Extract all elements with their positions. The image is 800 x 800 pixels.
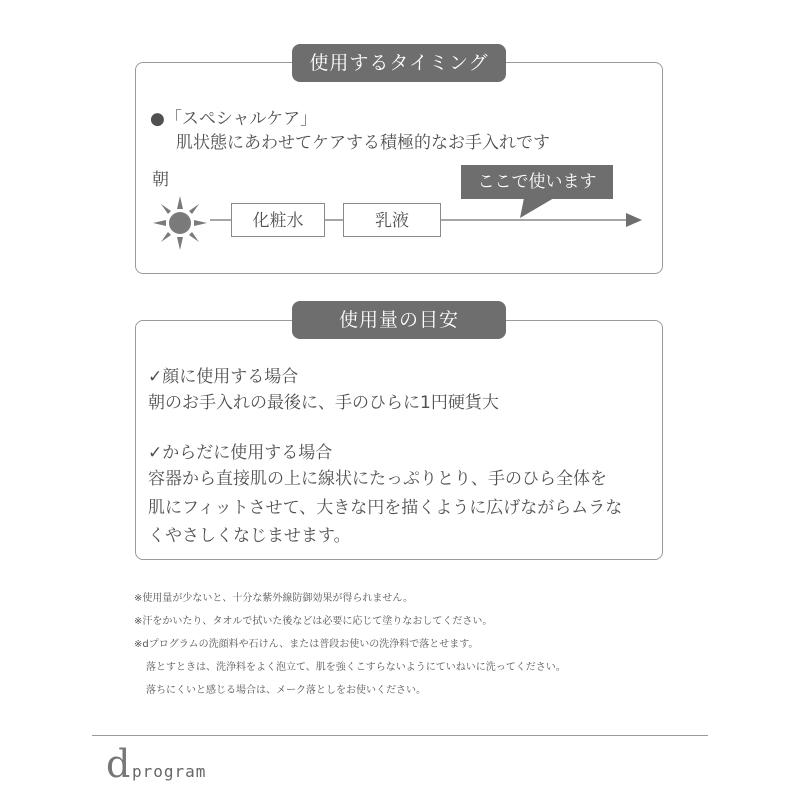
body-text-line-3: くやさしくなじませます。 <box>148 526 351 546</box>
note-1: ※使用量が少ないと、十分な紫外線防御効果が得られません。 <box>134 593 413 604</box>
body-text-line-2: 肌にフィットさせて、大きな円を描くように広げながらムラな <box>148 498 623 518</box>
step-lotion: 化粧水 <box>231 203 325 237</box>
amount-title: 使用量の目安 <box>292 301 506 339</box>
face-text: 朝のお手入れの最後に、手のひらに1円硬貨大 <box>148 393 499 413</box>
use-here-callout: ここで使います <box>461 165 613 199</box>
morning-label: 朝 <box>152 170 169 190</box>
note-4: 落ちにくいと感じる場合は、メーク落としをお使いください。 <box>146 685 426 696</box>
step-emulsion: 乳液 <box>343 203 441 237</box>
logo-word: program <box>132 762 207 781</box>
body-text-line-1: 容器から直接肌の上に線状にたっぷりとり、手のひら全体を <box>148 469 607 489</box>
note-3-continued: 落とすときは、洗浄料をよく泡立て、肌を強くこすらないようにていねいに洗ってください。 <box>146 662 566 673</box>
special-care-heading: ●「スペシャルケア」 <box>150 109 318 129</box>
special-care-description: 肌状態にあわせてケアする積極的なお手入れです <box>176 133 550 153</box>
footer-divider <box>92 735 708 736</box>
callout-pointer <box>518 198 558 220</box>
logo-letter-d: d <box>106 742 131 786</box>
timing-title: 使用するタイミング <box>292 44 506 82</box>
body-heading: ✓からだに使用する場合 <box>148 443 333 463</box>
face-heading: ✓顔に使用する場合 <box>148 367 299 387</box>
note-2: ※汗をかいたり、タオルで拭いた後などは必要に応じて塗りなおしてください。 <box>134 616 493 627</box>
note-3: ※dプログラムの洗顔料や石けん、または普段お使いの洗浄料で落とせます。 <box>134 639 479 650</box>
sun-icon <box>151 194 209 252</box>
